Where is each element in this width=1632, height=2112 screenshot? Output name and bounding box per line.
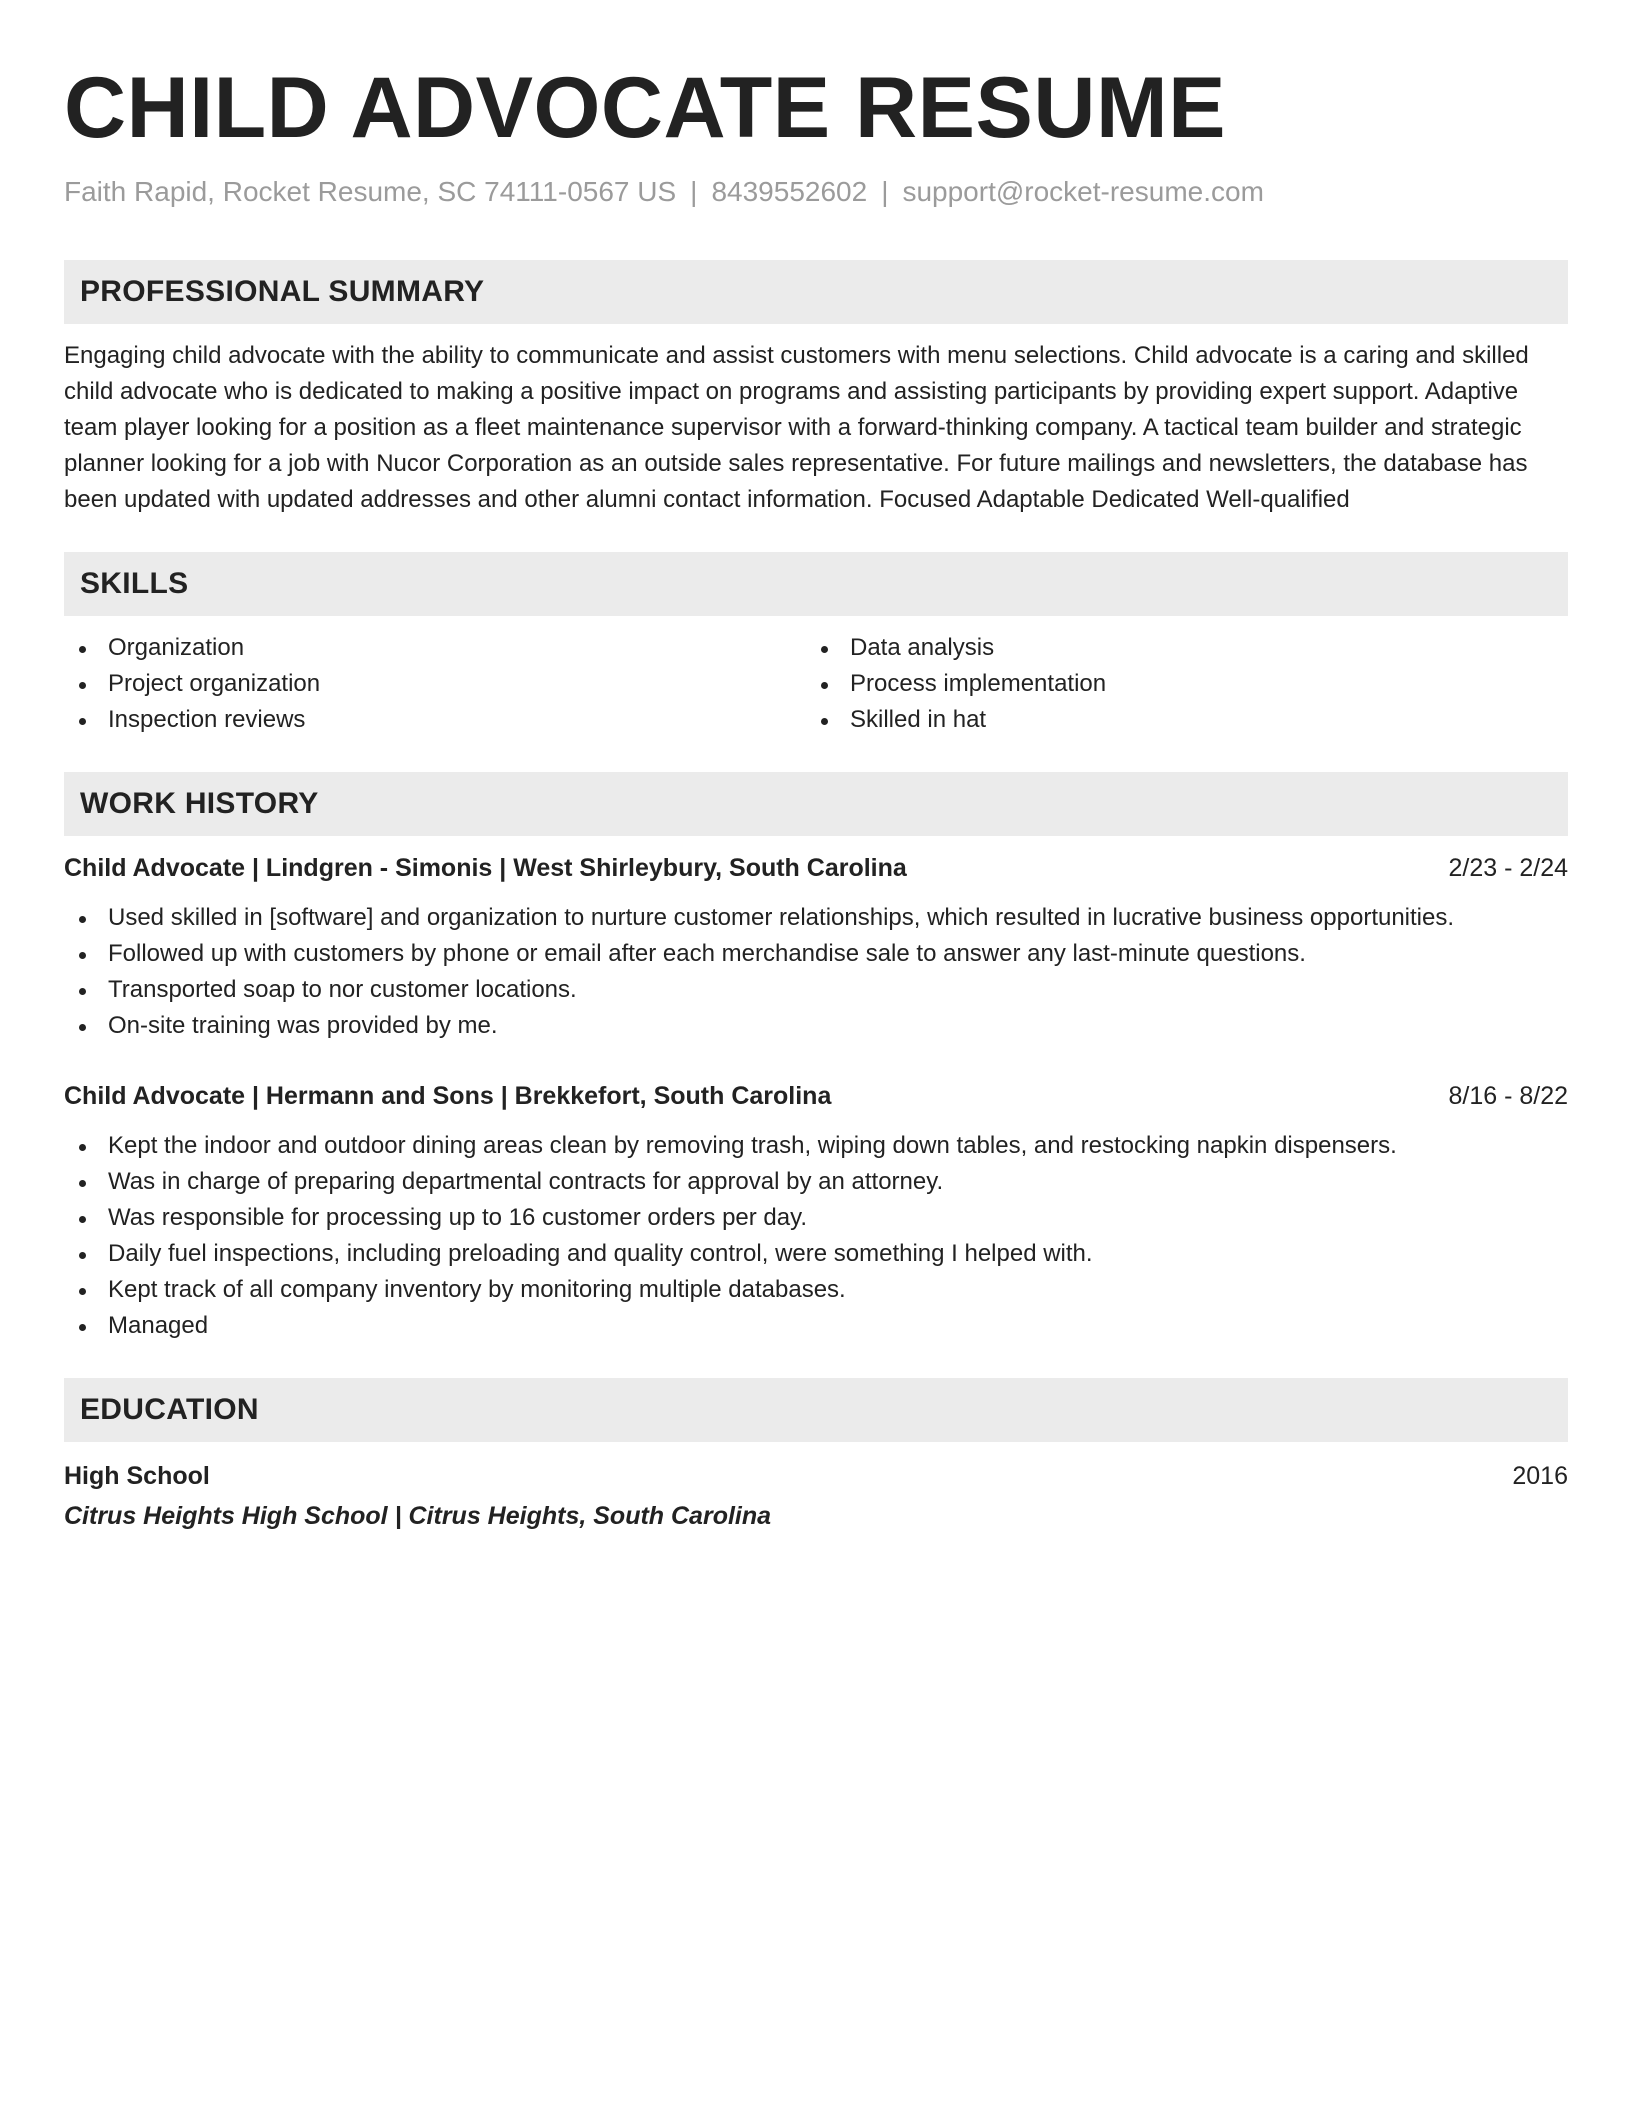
job-entry bbox=[64, 1078, 1568, 1344]
job-title: Child Advocate | Lindgren - Simonis | West Shirleybury, South Carolina bbox=[64, 854, 907, 882]
skill-item: Inspection reviews bbox=[64, 702, 806, 738]
contact-line bbox=[64, 174, 1568, 210]
job-dates: 8/16 - 8/22 bbox=[1448, 1082, 1568, 1110]
section-header-skills: SKILLS bbox=[64, 552, 1568, 616]
skills-column-left bbox=[64, 630, 806, 738]
job-bullet: Transported soap to nor customer locations. bbox=[64, 972, 1568, 1008]
contact-email: support@rocket-resume.com bbox=[902, 176, 1264, 207]
section-header-education: EDUCATION bbox=[64, 1378, 1568, 1442]
skill-item: Data analysis bbox=[806, 630, 1548, 666]
job-bullet: Used skilled in [software] and organization to nurture customer relationships, which resulted in lucrative business opportunities. bbox=[64, 900, 1568, 936]
education-entry bbox=[64, 1458, 1568, 1534]
skill-item: Project organization bbox=[64, 666, 806, 702]
contact-separator: | bbox=[881, 176, 889, 207]
job-bullet: Was in charge of preparing departmental contracts for approval by an attorney. bbox=[64, 1164, 1568, 1200]
skill-item: Process implementation bbox=[806, 666, 1548, 702]
job-header bbox=[64, 850, 1568, 886]
job-bullet: Kept track of all company inventory by monitoring multiple databases. bbox=[64, 1272, 1568, 1308]
job-bullets bbox=[64, 1128, 1568, 1344]
job-header bbox=[64, 1078, 1568, 1114]
resume-title: CHILD ADVOCATE RESUME bbox=[64, 60, 1226, 156]
education-school: Citrus Heights High School | Citrus Heights, South Carolina bbox=[64, 1502, 772, 1530]
education-year: 2016 bbox=[1512, 1462, 1568, 1490]
education-header bbox=[64, 1458, 1568, 1494]
contact-phone: 8439552602 bbox=[711, 176, 868, 207]
contact-address: Faith Rapid, Rocket Resume, SC 74111-0567 US bbox=[64, 176, 677, 207]
job-bullet: On-site training was provided by me. bbox=[64, 1008, 1568, 1044]
summary-text: Engaging child advocate with the ability to communicate and assist customers with menu selections. Child advocate is a caring and skilled child advocate who is dedicated to making a positive impact on programs and assisting participants by providing expert support. Adaptive team player looking for a position as a fleet maintenance supervisor with a forward-thinking company. A tactical team builder and strategic planner looking for a job with Nucor Corporation as an outside sales representative. For future mailings and newsletters, the database has been updated with updated addresses and other alumni contact information. Focused Adaptable Dedicated Well-qualified bbox=[64, 342, 1529, 513]
contact-separator: | bbox=[690, 176, 698, 207]
skill-item: Skilled in hat bbox=[806, 702, 1548, 738]
section-header-work-history: WORK HISTORY bbox=[64, 772, 1568, 836]
job-bullet: Kept the indoor and outdoor dining areas clean by removing trash, wiping down tables, and restocking napkin dispensers. bbox=[64, 1128, 1568, 1164]
job-bullet: Daily fuel inspections, including preloading and quality control, were something I helped with. bbox=[64, 1236, 1568, 1272]
job-title: Child Advocate | Hermann and Sons | Brekkefort, South Carolina bbox=[64, 1082, 832, 1110]
skill-item: Organization bbox=[64, 630, 806, 666]
education-degree: High School bbox=[64, 1462, 210, 1490]
section-header-summary: PROFESSIONAL SUMMARY bbox=[64, 260, 1568, 324]
skills-column-right bbox=[806, 630, 1548, 738]
job-bullet: Followed up with customers by phone or email after each merchandise sale to answer any last-minute questions. bbox=[64, 936, 1568, 972]
job-bullet: Managed bbox=[64, 1308, 1568, 1344]
job-dates: 2/23 - 2/24 bbox=[1448, 854, 1568, 882]
job-bullets bbox=[64, 900, 1568, 1044]
skills-list bbox=[64, 630, 1568, 738]
job-bullet: Was responsible for processing up to 16 customer orders per day. bbox=[64, 1200, 1568, 1236]
job-entry bbox=[64, 850, 1568, 1044]
